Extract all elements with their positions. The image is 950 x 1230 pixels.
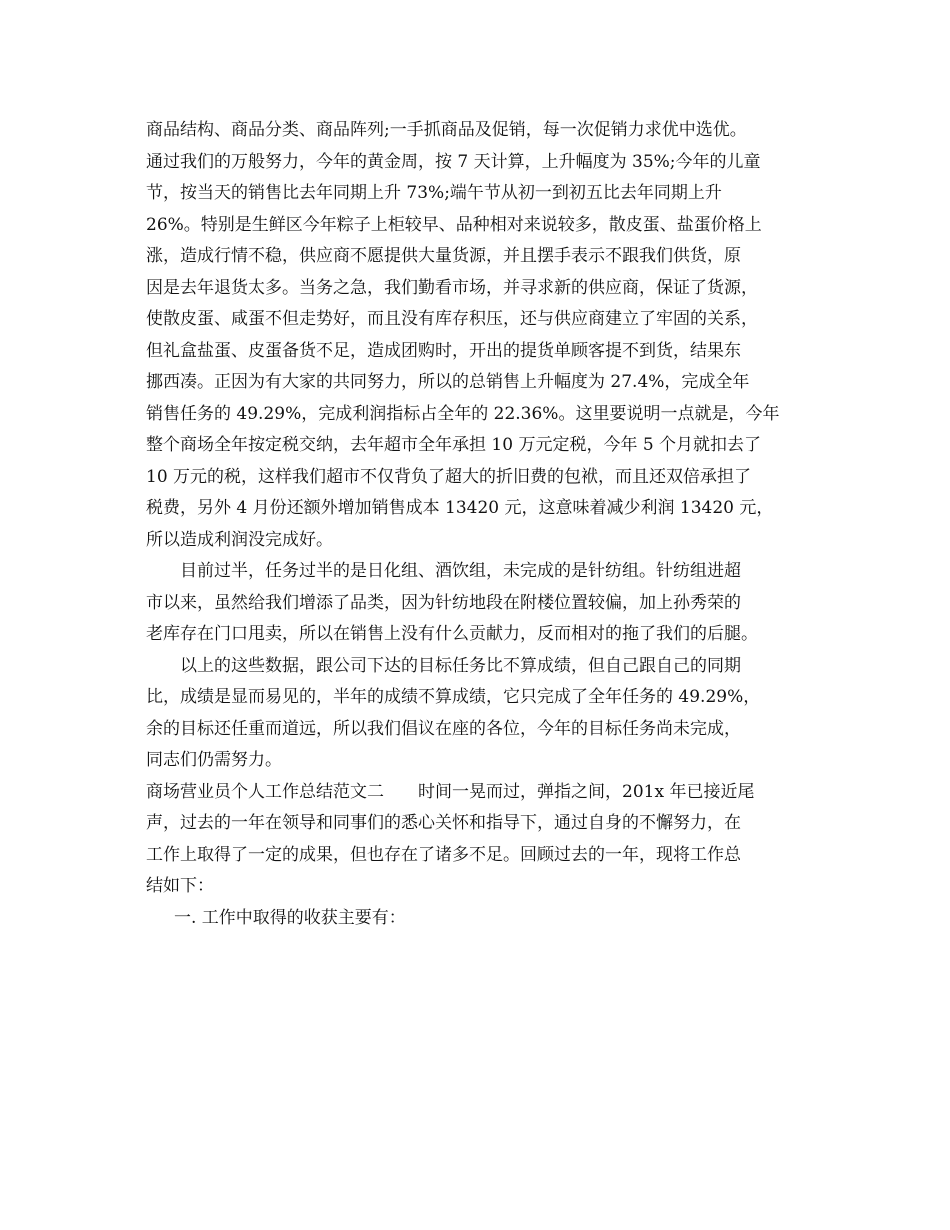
paragraph-first-line: 目前过半，任务过半的是日化组、酒饮组，未完成的是针纺组。针纺组进超 xyxy=(180,561,741,581)
text-line: 结如下： xyxy=(146,876,214,896)
text-line: 同志们仍需努力。 xyxy=(146,750,282,770)
text-line: 通过我们的万般努力，今年的黄金周，按 7 天计算，上升幅度为 35%;今年的儿童 xyxy=(146,151,761,172)
text-line: 余的目标还任重而道远，所以我们倡议在座的各位，今年的目标任务尚未完成， xyxy=(146,718,741,739)
text-line: 老库存在门口甩卖，所以在销售上没有什么贡献力，反而相对的拖了我们的后腿。 xyxy=(146,624,758,644)
text-line: 税费，另外 4 月份还额外增加销售成本 13420 元，这意味着减少利润 13420 元， xyxy=(146,498,774,518)
text-line: 节，按当天的销售比去年同期上升 73%;端午节从初一到初五比去年同期上升 xyxy=(146,183,722,203)
text-line: 比，成绩是显而易见的，半年的成绩不算成绩，它只完成了全年任务的 49.29%， xyxy=(146,687,761,707)
text-line: 销售任务的 49.29%，完成利润指标占全年的 22.36%。这里要说明一点就是，今年 xyxy=(146,403,780,424)
text-line: 所以造成利润没完成好。 xyxy=(146,529,333,550)
text-line: 商品结构、商品分类、商品阵列;一手抓商品及促销，每一次促销力求优中选优。 xyxy=(146,120,747,140)
paragraph-first-line: 以上的这些数据，跟公司下达的目标任务比不算成绩，但自己跟自己的同期 xyxy=(180,655,741,676)
text-line: 因是去年退货太多。当务之急，我们勤看市场，并寻求新的供应商，保证了货源， xyxy=(146,277,758,298)
text-line: 但礼盒盐蛋、皮蛋备货不足，造成团购时，开出的提货单顾客提不到货，结果东 xyxy=(146,340,741,361)
text-line: 整个商场全年按定税交纳，去年超市全年承担 10 万元定税，今年 5 个月就扣去了 xyxy=(146,435,762,455)
text-line: 涨，造成行情不稳，供应商不愿提供大量货源，并且摆手表示不跟我们供货，原 xyxy=(146,246,741,266)
text-line: 使散皮蛋、咸蛋不但走势好，而且没有库存积压，还与供应商建立了牢固的关系， xyxy=(146,309,758,329)
list-heading: 一. 工作中取得的收获主要有： xyxy=(174,907,406,928)
text-line: 挪西凑。正因为有大家的共同努力，所以的总销售上升幅度为 27.4%，完成全年 xyxy=(146,372,750,392)
text-line: 市以来，虽然给我们增添了品类，因为针纺地段在附楼位置较偏，加上孙秀荣的 xyxy=(146,592,741,613)
text-line: 声，过去的一年在领导和同事们的悉心关怀和指导下，通过自身的不懈努力，在 xyxy=(146,813,741,833)
document-body xyxy=(146,115,816,934)
text-line: 10 万元的税，这样我们超市不仅背负了超大的折旧费的包袱，而且还双倍承担了 xyxy=(146,466,752,487)
text-line: 26%。特别是生鲜区今年粽子上柜较早、品种相对来说较多，散皮蛋、盐蛋价格上 xyxy=(146,214,762,235)
section-heading-line: 商场营业员个人工作总结范文二 时间一晃而过，弹指之间，201x 年已接近尾 xyxy=(146,781,755,802)
text-line: 工作上取得了一定的成果，但也存在了诸多不足。回顾过去的一年，现将工作总 xyxy=(146,844,741,865)
